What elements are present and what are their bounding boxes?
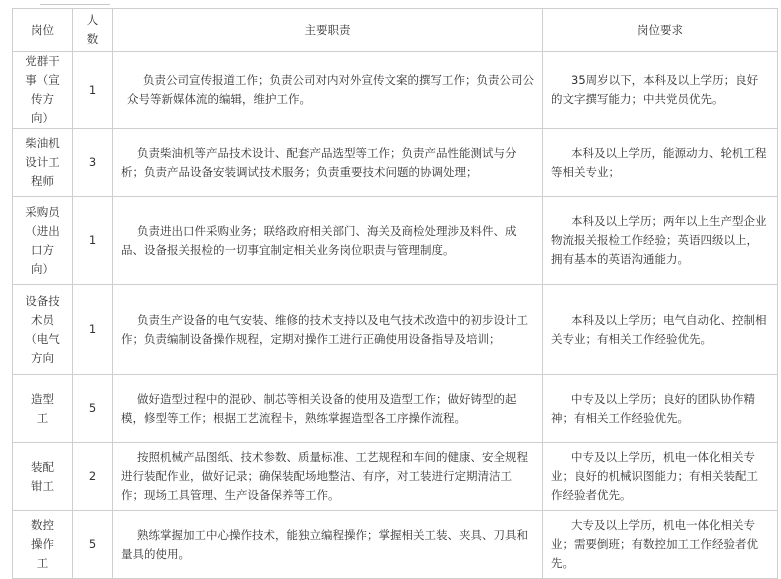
- position-cell: 设备技术员（电气方向: [13, 285, 73, 375]
- count-cell: 1: [73, 285, 113, 375]
- table-row: [13, 511, 778, 579]
- header-requirements: 岗位要求: [543, 9, 778, 52]
- duties-cell: 负责进出口件采购业务；联络政府相关部门、海关及商检处理涉及料件、成品、设备报关报检的一切事宜制定相关业务岗位职责与管理制度。: [113, 197, 543, 285]
- requirements-cell: 本科及以上学历，能源动力、轮机工程等相关专业；: [543, 129, 778, 197]
- requirements-cell: 大专及以上学历，机电一体化相关专业；需要倒班；有数控加工工作经验者优先。: [543, 511, 778, 579]
- count-cell: 5: [73, 511, 113, 579]
- count-cell: 3: [73, 129, 113, 197]
- duties-cell: 负责生产设备的电气安装、维修的技术支持以及电气技术改造中的初步设计工作；负责编制设备操作规程，定期对操作工进行正确使用设备指导及培训；: [113, 285, 543, 375]
- position-cell: 采购员（进出口方向）: [13, 197, 73, 285]
- top-rule: [40, 0, 110, 5]
- position-cell: 装配钳工: [13, 443, 73, 511]
- count-cell: 2: [73, 443, 113, 511]
- requirements-cell: 35周岁以下，本科及以上学历；良好的文字撰写能力；中共党员优先。: [543, 52, 778, 129]
- table-row: [13, 443, 778, 511]
- requirements-cell: 本科及以上学历；电气自动化、控制相关专业；有相关工作经验优先。: [543, 285, 778, 375]
- table-row: [13, 285, 778, 375]
- requirements-cell: 中专及以上学历；良好的团队协作精神；有相关工作经验优先。: [543, 375, 778, 443]
- header-duties: 主要职责: [113, 9, 543, 52]
- requirements-cell: 本科及以上学历；两年以上生产型企业物流报关报检工作经验；英语四级以上，拥有基本的英语沟通能力。: [543, 197, 778, 285]
- position-cell: 造型工: [13, 375, 73, 443]
- duties-cell: 负责柴油机等产品技术设计、配套产品选型等工作；负责产品性能测试与分析；负责产品设备安装调试技术服务；负责重要技术问题的协调处理；: [113, 129, 543, 197]
- table-row: [13, 197, 778, 285]
- job-table: [12, 8, 778, 579]
- position-cell: 柴油机设计工程师: [13, 129, 73, 197]
- table-row: [13, 129, 778, 197]
- table-row: [13, 52, 778, 129]
- duties-cell: 按照机械产品图纸、技术参数、质量标准、工艺规程和车间的健康、安全规程进行装配作业，做好记录；确保装配场地整洁、有序，对工装进行定期清洁工作；现场工具管理、生产设备保养等工作。: [113, 443, 543, 511]
- duties-cell: 做好造型过程中的混砂、制芯等相关设备的使用及造型工作；做好铸型的起模，修型等工作；根据工艺流程卡，熟练掌握造型各工序操作流程。: [113, 375, 543, 443]
- position-cell: 数控操作工: [13, 511, 73, 579]
- duties-cell: 负责公司宣传报道工作；负责公司对内对外宣传文案的撰写工作；负责公司公众号等新媒体流的编辑，维护工作。: [113, 52, 543, 129]
- requirements-cell: 中专及以上学历，机电一体化相关专业；良好的机械识图能力；有相关装配工作经验者优先。: [543, 443, 778, 511]
- count-cell: 1: [73, 197, 113, 285]
- header-position: 岗位: [13, 9, 73, 52]
- table-row: [13, 375, 778, 443]
- duties-cell: 熟练掌握加工中心操作技术，能独立编程操作；掌握相关工装、夹具、刀具和量具的使用。: [113, 511, 543, 579]
- position-cell: 党群干事（宣传方向）: [13, 52, 73, 129]
- header-count: 人数: [73, 9, 113, 52]
- count-cell: 5: [73, 375, 113, 443]
- table-header-row: [13, 9, 778, 52]
- count-cell: 1: [73, 52, 113, 129]
